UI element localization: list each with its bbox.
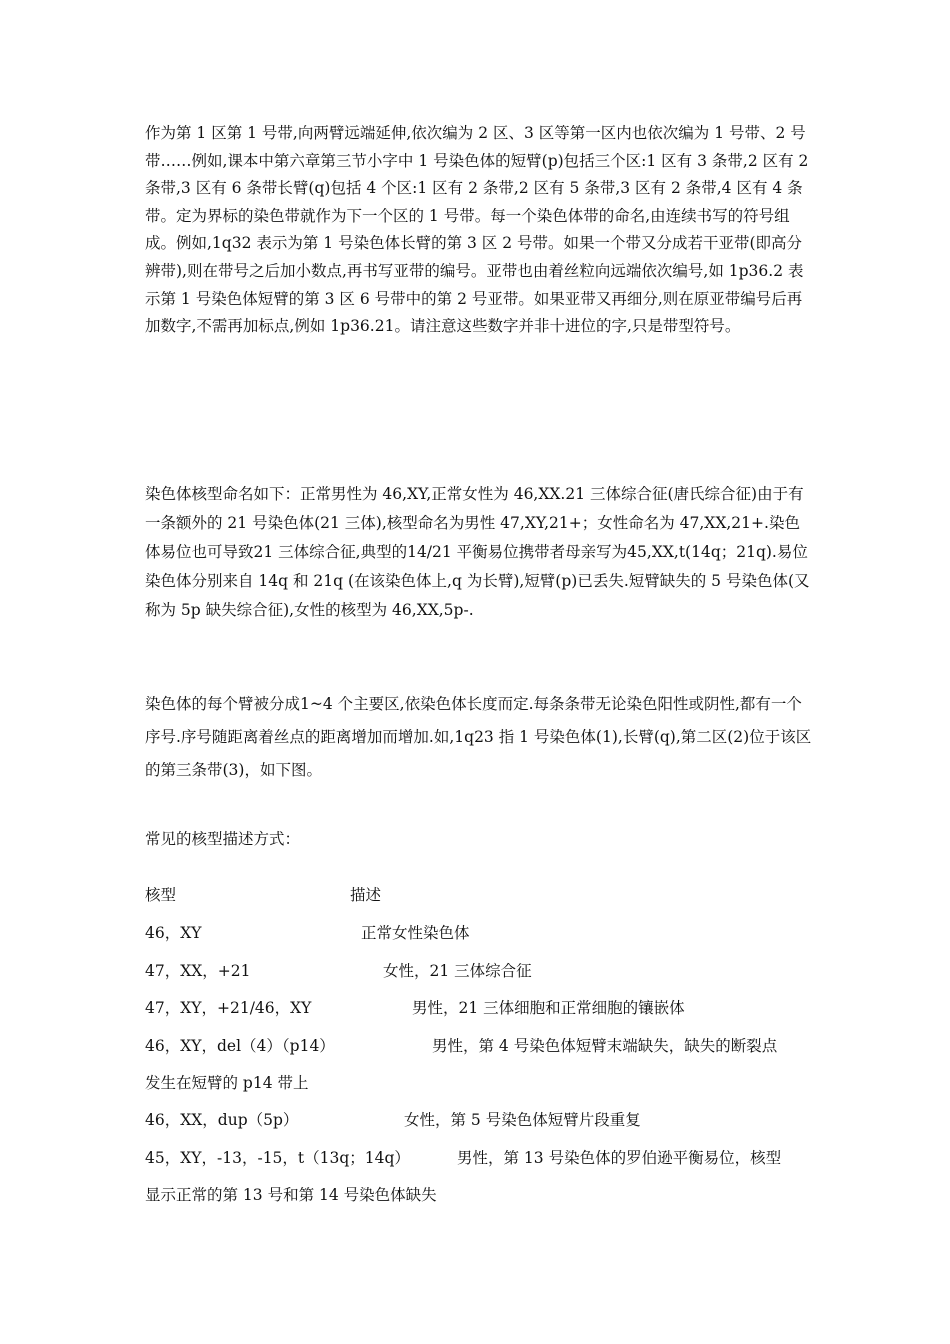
row-karyotype: 45，XY，-13，-15，t（13q；14q）: [145, 1149, 410, 1167]
row-description-continuation: 显示正常的第 13 号和第 14 号染色体缺失: [145, 1186, 437, 1204]
paragraph-common-karyotypes-intro: 常见的核型描述方式：: [145, 830, 301, 848]
row-karyotype: 47，XY，+21/46，XY: [145, 999, 312, 1017]
paragraph-arm-regions: 染色体的每个臂被分成1~4 个主要区,依染色体长度而定.每条条带无论染色阳性或阴性,都有一个序号.序号随距离着丝点的距离增加而增加.如,1q23 指 1 号染色体(1),长臂(q),第二区(2)位于该区的第三条带(3)，如下图。: [145, 695, 812, 779]
row-description: 女性，21 三体综合征: [383, 962, 532, 980]
row-description: 男性，21 三体细胞和正常细胞的镶嵌体: [412, 999, 685, 1017]
row-description-continuation: 发生在短臂的 p14 带上: [145, 1074, 309, 1092]
row-karyotype: 46，XY: [145, 924, 202, 942]
header-description: 描述: [350, 886, 382, 904]
row-description: 女性，第 5 号染色体短臂片段重复: [404, 1111, 641, 1129]
header-karyotype: 核型: [145, 886, 177, 904]
row-karyotype: 46，XY，del（4）（p14）: [145, 1037, 335, 1055]
row-karyotype: 46，XX，dup（5p）: [145, 1111, 299, 1129]
row-description: 男性，第 4 号染色体短臂末端缺失，缺失的断裂点: [432, 1037, 778, 1055]
row-description: 男性，第 13 号染色体的罗伯逊平衡易位，核型: [457, 1149, 782, 1167]
row-karyotype: 47，XX，+21: [145, 962, 251, 980]
paragraph-karyotype-naming: 染色体核型命名如下：正常男性为 46,XY,正常女性为 46,XX.21 三体综合征(唐氏综合征)由于有一条额外的 21 号染色体(21 三体),核型命名为男性 47,XY,21+；女性命名为 47,XX,21+.染色体易位也可导致21 三体综合征,典型的14/21 平衡易位携带者母亲写为45,XX,t(14q；21q).易位染色体分别来自 14q 和 21q (在该染色体上,q 为长臂),短臂(p)已丢失.短臂缺失的 5 号染色体(又称为 5p 缺失综合征),女性的核型为 46,XX,5p-.: [145, 485, 810, 619]
row-description: 正常女性染色体: [361, 924, 470, 942]
paragraph-band-numbering: 作为第 1 区第 1 号带,向两臂远端延伸,依次编为 2 区、3 区等第一区内也依次编为 1 号带、2 号带……例如,课本中第六章第三节小字中 1 号染色体的短臂(p)包括三个区:1 区有 3 条带,2 区有 2 条带,3 区有 6 条带长臂(q)包括 4 个区:1 区有 2 条带,2 区有 5 条带,3 区有 2 条带,4 区有 4 条带。定为界标的染色带就作为下一个区的 1 号带。每一个染色体带的命名,由连续书写的符号组成。例如,1q32 表示为第 1 号染色体长臂的第 3 区 2 号带。如果一个带又分成若干亚带(即高分辨带),则在带号之后加小数点,再书写亚带的编号。亚带也由着丝粒向远端依次编号,如 1p36.2 表示第 1 号染色体短臂的第 3 区 6 号带中的第 2 号亚带。如果亚带又再细分,则在原亚带编号后再加数字,不需再加标点,例如 1p36.21。请注意这些数字并非十进位的字,只是带型符号。: [145, 124, 809, 336]
